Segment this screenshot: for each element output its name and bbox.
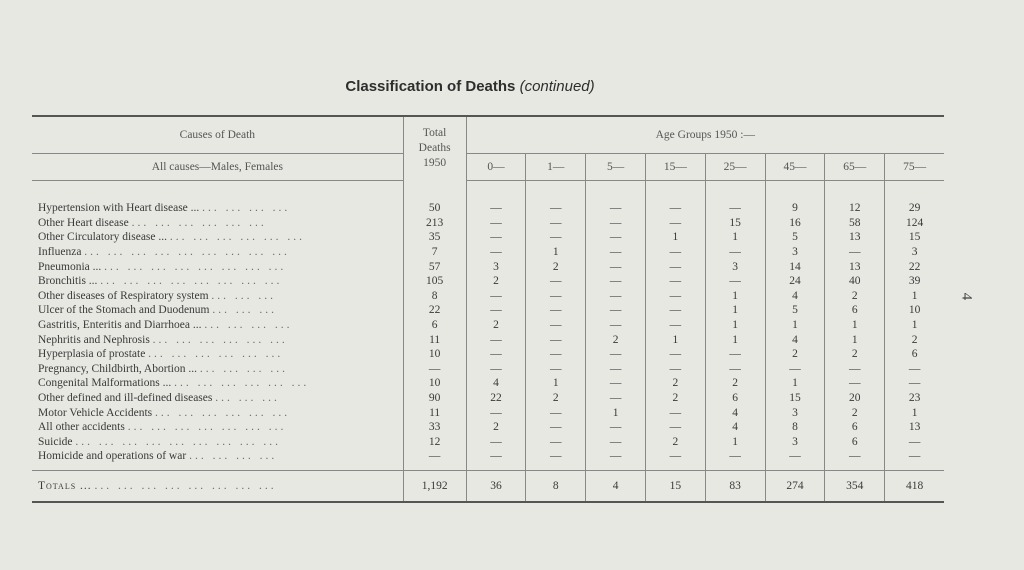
age-15-cell: — — [645, 347, 705, 362]
total-deaths-cell: 57 — [403, 259, 466, 274]
age-1-cell: 8 — [526, 470, 586, 502]
leader-dots: ... ... ... ... ... ... — [174, 377, 310, 390]
table-row — [32, 449, 944, 464]
total-deaths-cell: 7 — [403, 245, 466, 260]
cause-cell — [32, 362, 403, 377]
age-1-cell: — — [526, 362, 586, 377]
header-age-groups: Age Groups 1950 :— — [466, 116, 944, 154]
age-15-cell: — — [645, 245, 705, 260]
age-5-cell: 2 — [586, 332, 646, 347]
age-0-cell: — — [490, 450, 502, 463]
age-25-cell: — — [705, 201, 765, 216]
age-0-cell: 2 — [493, 421, 499, 434]
age-45-cell: 8 — [765, 420, 825, 435]
header-age-25: 25— — [705, 154, 765, 181]
age-15-cell: — — [645, 289, 705, 304]
age-45-cell: — — [765, 362, 825, 377]
total-deaths-cell: 12 — [403, 435, 466, 450]
leader-dots: ... ... ... ... ... ... — [131, 216, 267, 229]
age-0-cell: — — [490, 333, 502, 346]
cause-cell — [32, 303, 403, 318]
age-45-cell: 24 — [765, 274, 825, 289]
age-1-cell: — — [526, 289, 586, 304]
table-row — [32, 289, 944, 304]
age-65-cell: 354 — [825, 470, 885, 502]
title-text: Classification of Deaths — [345, 78, 516, 95]
age-65-cell: 20 — [825, 391, 885, 406]
age-75-cell: — — [885, 376, 944, 391]
cause-label: Homicide and operations of war — [38, 450, 187, 463]
cause-cell — [32, 201, 403, 216]
age-45-cell: — — [765, 449, 825, 464]
age-65-cell: 2 — [825, 347, 885, 362]
age-25-cell: 1 — [705, 303, 765, 318]
total-deaths-cell: 22 — [403, 303, 466, 318]
age-75-cell: 2 — [885, 332, 944, 347]
age-25-cell: 15 — [705, 216, 765, 231]
table-row — [32, 303, 944, 318]
table-row — [32, 405, 944, 420]
age-65-cell: 40 — [825, 274, 885, 289]
age-15-cell: — — [645, 362, 705, 377]
header-age-15: 15— — [645, 154, 705, 181]
age-5-cell: 4 — [586, 470, 646, 502]
title-suffix: (continued) — [519, 78, 595, 95]
table-row — [32, 201, 944, 216]
age-15-cell: — — [645, 259, 705, 274]
totals-label: Totals ... — [38, 479, 92, 492]
age-5-cell: — — [586, 289, 646, 304]
cause-label: Hypertension with Heart disease ... — [38, 202, 200, 215]
age-5-cell: — — [586, 362, 646, 377]
age-1-cell: — — [526, 347, 586, 362]
leader-dots: ... ... ... ... — [189, 450, 278, 463]
age-75-cell: 23 — [885, 391, 944, 406]
age-15-cell: — — [645, 201, 705, 216]
age-1-cell: — — [526, 216, 586, 231]
age-65-cell: 13 — [825, 230, 885, 245]
age-0-cell: — — [490, 289, 502, 302]
age-15-cell: 2 — [645, 435, 705, 450]
age-75-cell: 1 — [885, 405, 944, 420]
age-0-cell: — — [490, 406, 502, 419]
age-1-cell: 2 — [526, 391, 586, 406]
age-1-cell: — — [526, 274, 586, 289]
age-5-cell: — — [586, 259, 646, 274]
cause-cell — [32, 420, 403, 435]
age-45-cell: 2 — [765, 347, 825, 362]
age-25-cell: 1 — [705, 230, 765, 245]
table-row — [32, 274, 944, 289]
age-5-cell: — — [586, 230, 646, 245]
age-75-cell: 10 — [885, 303, 944, 318]
table-row — [32, 362, 944, 377]
age-65-cell: 6 — [825, 303, 885, 318]
total-deaths-cell: — — [403, 362, 466, 377]
age-45-cell: 3 — [765, 245, 825, 260]
cause-label: Hyperplasia of prostate — [38, 348, 146, 361]
age-65-cell: 13 — [825, 259, 885, 274]
age-65-cell: — — [825, 245, 885, 260]
age-75-cell: — — [885, 449, 944, 464]
age-25-cell: — — [705, 449, 765, 464]
age-45-cell: 4 — [765, 332, 825, 347]
age-65-cell: — — [825, 362, 885, 377]
age-5-cell: — — [586, 216, 646, 231]
table-row — [32, 259, 944, 274]
age-75-cell: 3 — [885, 245, 944, 260]
age-45-cell: 274 — [765, 470, 825, 502]
cause-label: Suicide — [38, 435, 73, 448]
total-deaths-cell: 6 — [403, 318, 466, 333]
page-title — [0, 78, 940, 95]
header-age-65: 65— — [825, 154, 885, 181]
age-65-cell: 2 — [825, 289, 885, 304]
deaths-table — [32, 115, 944, 503]
header-age-5: 5— — [586, 154, 646, 181]
age-1-cell: 1 — [526, 245, 586, 260]
age-25-cell: 4 — [705, 420, 765, 435]
age-25-cell: 2 — [705, 376, 765, 391]
age-75-cell: 1 — [885, 289, 944, 304]
cause-label: Bronchitis ... — [38, 275, 98, 288]
total-deaths-cell: 105 — [403, 274, 466, 289]
age-0-cell: 36 — [466, 470, 526, 502]
cause-cell — [32, 449, 403, 464]
age-1-cell: — — [526, 420, 586, 435]
cause-cell — [32, 376, 403, 391]
age-0-cell: 2 — [493, 319, 499, 332]
age-75-cell: 6 — [885, 347, 944, 362]
page-number: 4 — [958, 292, 975, 301]
age-1-cell: — — [526, 332, 586, 347]
age-25-cell: — — [705, 274, 765, 289]
header-age-0: 0— — [466, 154, 526, 181]
age-1-cell: — — [526, 303, 586, 318]
age-0-cell: 22 — [490, 392, 502, 405]
cause-label: Ulcer of the Stomach and Duodenum — [38, 304, 210, 317]
table-body — [32, 181, 944, 502]
age-75-cell: 124 — [885, 216, 944, 231]
table-row — [32, 435, 944, 450]
age-5-cell: — — [586, 318, 646, 333]
cause-cell — [32, 405, 403, 420]
age-45-cell: 15 — [765, 391, 825, 406]
total-deaths-cell: 10 — [403, 376, 466, 391]
header-age-75: 75— — [885, 154, 944, 181]
cause-label: Other defined and ill-defined diseases — [38, 392, 213, 405]
cause-label: All other accidents — [38, 421, 125, 434]
leader-dots: ... ... ... ... ... ... — [155, 406, 291, 419]
age-65-cell: 12 — [825, 201, 885, 216]
totals-label-cell — [32, 470, 403, 502]
age-0-cell: 2 — [493, 275, 499, 288]
totals-row — [32, 470, 944, 502]
age-25-cell: 4 — [705, 405, 765, 420]
cause-label: Other Heart disease — [38, 216, 129, 229]
cause-label: Pregnancy, Childbirth, Abortion ... — [38, 362, 197, 375]
age-25-cell: 1 — [705, 435, 765, 450]
cause-label: Gastritis, Enteritis and Diarrhoea ... — [38, 319, 202, 332]
age-1-cell: — — [526, 435, 586, 450]
header-age-45: 45— — [765, 154, 825, 181]
leader-dots: ... ... ... — [212, 304, 277, 317]
cause-label: Other diseases of Respiratory system — [38, 289, 209, 302]
leader-dots: ... ... ... ... ... ... ... ... ... — [84, 246, 290, 259]
age-25-cell: — — [705, 362, 765, 377]
age-45-cell: 14 — [765, 259, 825, 274]
age-5-cell: — — [586, 245, 646, 260]
age-45-cell: 3 — [765, 435, 825, 450]
cause-cell — [32, 289, 403, 304]
age-5-cell: — — [586, 391, 646, 406]
leader-dots: ... ... ... — [211, 289, 277, 302]
age-1-cell: — — [526, 405, 586, 420]
cause-cell — [32, 391, 403, 406]
header-age-1: 1— — [526, 154, 586, 181]
leader-dots: ... ... ... ... — [202, 202, 291, 215]
age-5-cell: — — [586, 347, 646, 362]
age-15-cell: 2 — [645, 391, 705, 406]
age-75-cell: 418 — [885, 470, 944, 502]
age-5-cell: — — [586, 449, 646, 464]
age-1-cell: 1 — [526, 376, 586, 391]
age-15-cell: 1 — [645, 230, 705, 245]
age-0-cell: — — [490, 348, 502, 361]
age-75-cell: 1 — [885, 318, 944, 333]
age-1-cell: — — [526, 318, 586, 333]
age-15-cell: 1 — [645, 332, 705, 347]
header-total-line2: Deaths — [418, 142, 451, 155]
cause-label: Influenza — [38, 246, 82, 259]
age-75-cell: 39 — [885, 274, 944, 289]
age-15-cell: — — [645, 274, 705, 289]
age-65-cell: 58 — [825, 216, 885, 231]
total-deaths-cell: 213 — [403, 216, 466, 231]
header-causes: Causes of Death — [32, 116, 403, 154]
age-15-cell: — — [645, 449, 705, 464]
age-75-cell: 15 — [885, 230, 944, 245]
table-row — [32, 318, 944, 333]
age-45-cell: 1 — [765, 318, 825, 333]
age-25-cell: 1 — [705, 332, 765, 347]
age-65-cell: 1 — [825, 318, 885, 333]
age-65-cell: 2 — [825, 405, 885, 420]
age-5-cell: — — [586, 303, 646, 318]
cause-cell — [32, 332, 403, 347]
age-25-cell: — — [705, 245, 765, 260]
cause-cell — [32, 230, 403, 245]
header-total-line3: 1950 — [423, 157, 447, 170]
age-25-cell: 3 — [705, 259, 765, 274]
leader-dots: ... ... ... ... ... ... ... ... — [94, 479, 277, 492]
age-45-cell: 3 — [765, 405, 825, 420]
age-65-cell: 6 — [825, 420, 885, 435]
total-deaths-cell: 90 — [403, 391, 466, 406]
age-0-cell: — — [490, 304, 502, 317]
age-15-cell: — — [645, 216, 705, 231]
age-25-cell: 83 — [705, 470, 765, 502]
leader-dots: ... ... ... — [215, 392, 280, 405]
age-45-cell: 5 — [765, 230, 825, 245]
cause-cell — [32, 245, 403, 260]
total-deaths-cell: 8 — [403, 289, 466, 304]
age-25-cell: — — [705, 347, 765, 362]
table-row — [32, 420, 944, 435]
age-15-cell: 15 — [645, 470, 705, 502]
age-5-cell: — — [586, 201, 646, 216]
age-0-cell: 4 — [493, 377, 499, 390]
total-deaths-cell: 1,192 — [403, 470, 466, 502]
leader-dots: ... ... ... ... ... ... ... ... ... — [75, 435, 281, 448]
age-75-cell: 29 — [885, 201, 944, 216]
age-25-cell: 6 — [705, 391, 765, 406]
age-5-cell: — — [586, 376, 646, 391]
header-all-causes: All causes—Males, Females — [32, 154, 403, 181]
cause-label: Other Circulatory disease ... — [38, 231, 168, 244]
total-deaths-cell: 33 — [403, 420, 466, 435]
total-deaths-cell: 10 — [403, 347, 466, 362]
total-deaths-cell: 11 — [403, 332, 466, 347]
cause-cell — [32, 347, 403, 362]
age-0-cell: — — [490, 216, 502, 229]
age-0-cell: — — [490, 202, 502, 215]
age-25-cell: 1 — [705, 318, 765, 333]
age-5-cell: 1 — [586, 405, 646, 420]
cause-cell — [32, 274, 403, 289]
age-25-cell: 1 — [705, 289, 765, 304]
age-65-cell: — — [825, 376, 885, 391]
age-65-cell: 1 — [825, 332, 885, 347]
cause-cell — [32, 259, 403, 274]
header-total — [403, 116, 466, 181]
leader-dots: ... ... ... ... — [204, 319, 293, 332]
age-0-cell: — — [490, 246, 502, 259]
age-0-cell: — — [490, 435, 502, 448]
leader-dots: ... ... ... ... ... ... — [152, 333, 288, 346]
leader-dots: ... ... ... ... ... ... — [148, 348, 284, 361]
age-1-cell: — — [526, 230, 586, 245]
table-row — [32, 391, 944, 406]
age-0-cell: — — [490, 362, 502, 375]
cause-cell — [32, 318, 403, 333]
table-row — [32, 216, 944, 231]
leader-dots: ... ... ... ... ... ... ... — [127, 421, 287, 434]
total-deaths-cell: 50 — [403, 201, 466, 216]
age-1-cell: 2 — [526, 259, 586, 274]
age-15-cell: — — [645, 420, 705, 435]
header-total-line1: Total — [422, 127, 447, 140]
leader-dots: ... ... ... ... ... ... — [169, 231, 306, 244]
table-row — [32, 230, 944, 245]
age-45-cell: 4 — [765, 289, 825, 304]
total-deaths-cell: 35 — [403, 230, 466, 245]
cause-label: Congenital Malformations ... — [38, 377, 172, 390]
leader-dots: ... ... ... ... ... ... ... ... — [100, 275, 283, 288]
table-row — [32, 332, 944, 347]
age-15-cell: — — [645, 318, 705, 333]
age-75-cell: 22 — [885, 259, 944, 274]
age-5-cell: — — [586, 420, 646, 435]
age-45-cell: 16 — [765, 216, 825, 231]
age-45-cell: 5 — [765, 303, 825, 318]
cause-label: Pneumonia ... — [38, 260, 102, 273]
age-1-cell: — — [526, 201, 586, 216]
age-15-cell: — — [645, 405, 705, 420]
leader-dots: ... ... ... ... — [199, 362, 288, 375]
cause-cell — [32, 216, 403, 231]
age-5-cell: — — [586, 274, 646, 289]
table-row — [32, 245, 944, 260]
age-15-cell: — — [645, 303, 705, 318]
spacer-row — [32, 181, 944, 202]
leader-dots: ... ... ... ... ... ... ... ... — [104, 260, 287, 273]
total-deaths-cell: — — [403, 449, 466, 464]
age-65-cell: — — [825, 449, 885, 464]
age-15-cell: 2 — [645, 376, 705, 391]
table-row — [32, 347, 944, 362]
age-75-cell: — — [885, 362, 944, 377]
cause-label: Nephritis and Nephrosis — [38, 333, 150, 346]
age-1-cell: — — [526, 449, 586, 464]
age-5-cell: — — [586, 435, 646, 450]
age-45-cell: 1 — [765, 376, 825, 391]
age-75-cell: 13 — [885, 420, 944, 435]
cause-cell — [32, 435, 403, 450]
cause-label: Motor Vehicle Accidents — [38, 406, 153, 419]
age-65-cell: 6 — [825, 435, 885, 450]
age-75-cell: — — [885, 435, 944, 450]
age-45-cell: 9 — [765, 201, 825, 216]
age-0-cell: 3 — [493, 260, 499, 273]
age-0-cell: — — [490, 231, 502, 244]
table-row — [32, 376, 944, 391]
total-deaths-cell: 11 — [403, 405, 466, 420]
